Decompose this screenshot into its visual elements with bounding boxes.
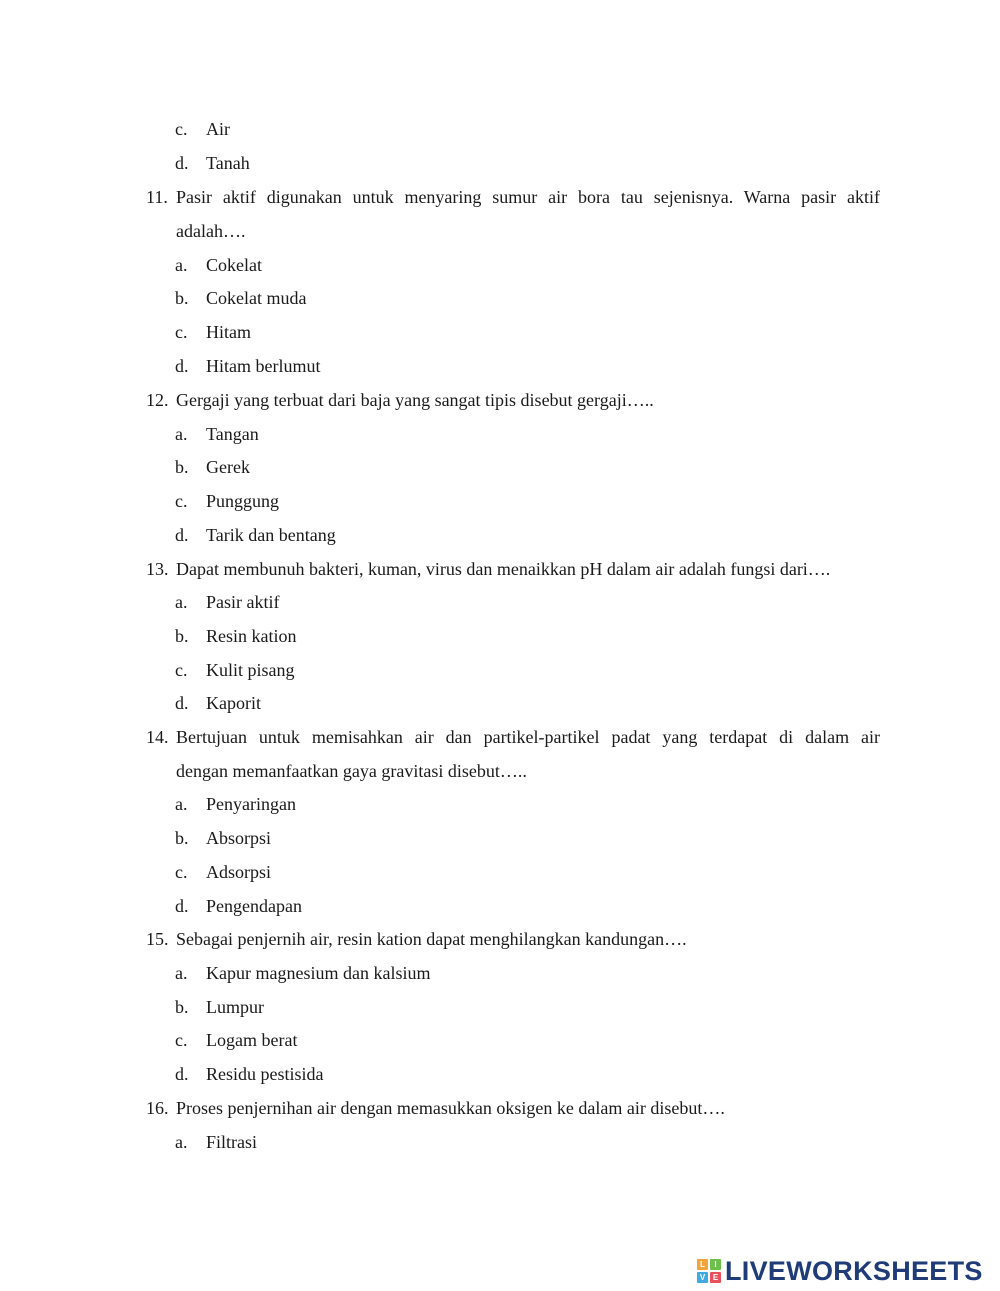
option-text: Penyaringan xyxy=(206,794,296,814)
option-letter: b. xyxy=(175,828,189,848)
logo-letter: I xyxy=(710,1259,721,1270)
brand-name: LIVEWORKSHEETS xyxy=(725,1255,983,1286)
option-letter: b. xyxy=(175,626,189,646)
liveworksheets-logo[interactable] xyxy=(697,1256,983,1286)
question-number: 13. xyxy=(146,559,169,579)
option-text: Cokelat muda xyxy=(206,288,307,308)
option-text: Tangan xyxy=(206,424,259,444)
option-text: Absorpsi xyxy=(206,828,272,848)
option-text: Resin kation xyxy=(206,626,297,646)
question-number: 11. xyxy=(146,187,168,207)
option-text: Kulit pisang xyxy=(206,660,295,680)
option-text: Hitam xyxy=(206,322,251,342)
question-text-line-1: Bertujuan untuk memisahkan air dan partikel-partikel padat yang terdapat di dalam air xyxy=(176,727,880,747)
option-text: Tanah xyxy=(206,153,250,173)
option-letter: b. xyxy=(175,457,189,477)
option-letter: a. xyxy=(175,794,188,814)
option-text: Kaporit xyxy=(206,693,261,713)
option-letter: c. xyxy=(175,491,188,511)
option-text: Pasir aktif xyxy=(206,592,280,612)
question-text-line-1: Sebagai penjernih air, resin kation dapat menghilangkan kandungan…. xyxy=(176,929,687,949)
question-number: 14. xyxy=(146,727,169,747)
option-text: Logam berat xyxy=(206,1030,298,1050)
option-text: Hitam berlumut xyxy=(206,356,321,376)
logo-mark-icon xyxy=(697,1259,721,1283)
option-letter: d. xyxy=(175,896,189,916)
question-text-line-2: dengan memanfaatkan gaya gravitasi disebut….. xyxy=(176,761,527,781)
option-text: Tarik dan bentang xyxy=(206,525,336,545)
question-text-line-2: adalah…. xyxy=(176,221,246,241)
question-text-line-1: Gergaji yang terbuat dari baja yang sangat tipis disebut gergaji….. xyxy=(176,390,654,410)
question-number: 16. xyxy=(146,1098,169,1118)
option-text: Filtrasi xyxy=(206,1132,258,1152)
question-number: 12. xyxy=(146,390,169,410)
logo-letter: V xyxy=(697,1272,708,1283)
option-letter: a. xyxy=(175,963,188,983)
option-letter: a. xyxy=(175,592,188,612)
question-text-line-1: Proses penjernihan air dengan memasukkan oksigen ke dalam air disebut…. xyxy=(176,1098,725,1118)
option-letter: d. xyxy=(175,525,189,545)
logo-letter: E xyxy=(710,1272,721,1283)
option-text: Cokelat xyxy=(206,255,262,275)
option-letter: c. xyxy=(175,322,188,342)
option-letter: a. xyxy=(175,255,188,275)
option-letter: c. xyxy=(175,1030,188,1050)
option-text: Pengendapan xyxy=(206,896,302,916)
option-letter: b. xyxy=(175,288,189,308)
logo-letter: L xyxy=(697,1259,708,1270)
option-text: Adsorpsi xyxy=(206,862,272,882)
option-letter: c. xyxy=(175,660,188,680)
question-text-line-1: Pasir aktif digunakan untuk menyaring sumur air bora tau sejenisnya. Warna pasir aktif xyxy=(176,187,880,207)
option-letter: a. xyxy=(175,1132,188,1152)
option-letter: b. xyxy=(175,997,189,1017)
option-text: Air xyxy=(206,119,230,139)
option-letter: d. xyxy=(175,356,189,376)
option-letter: d. xyxy=(175,153,189,173)
question-text-line-1: Dapat membunuh bakteri, kuman, virus dan menaikkan pH dalam air adalah fungsi dari…. xyxy=(176,559,831,579)
option-text: Punggung xyxy=(206,491,280,511)
option-letter: c. xyxy=(175,119,188,139)
option-text: Residu pestisida xyxy=(206,1064,324,1084)
option-text: Lumpur xyxy=(206,997,264,1017)
question-number: 15. xyxy=(146,929,169,949)
option-letter: d. xyxy=(175,1064,189,1084)
option-letter: a. xyxy=(175,424,188,444)
option-text: Kapur magnesium dan kalsium xyxy=(206,963,431,983)
option-letter: d. xyxy=(175,693,189,713)
option-text: Gerek xyxy=(206,457,250,477)
option-letter: c. xyxy=(175,862,188,882)
